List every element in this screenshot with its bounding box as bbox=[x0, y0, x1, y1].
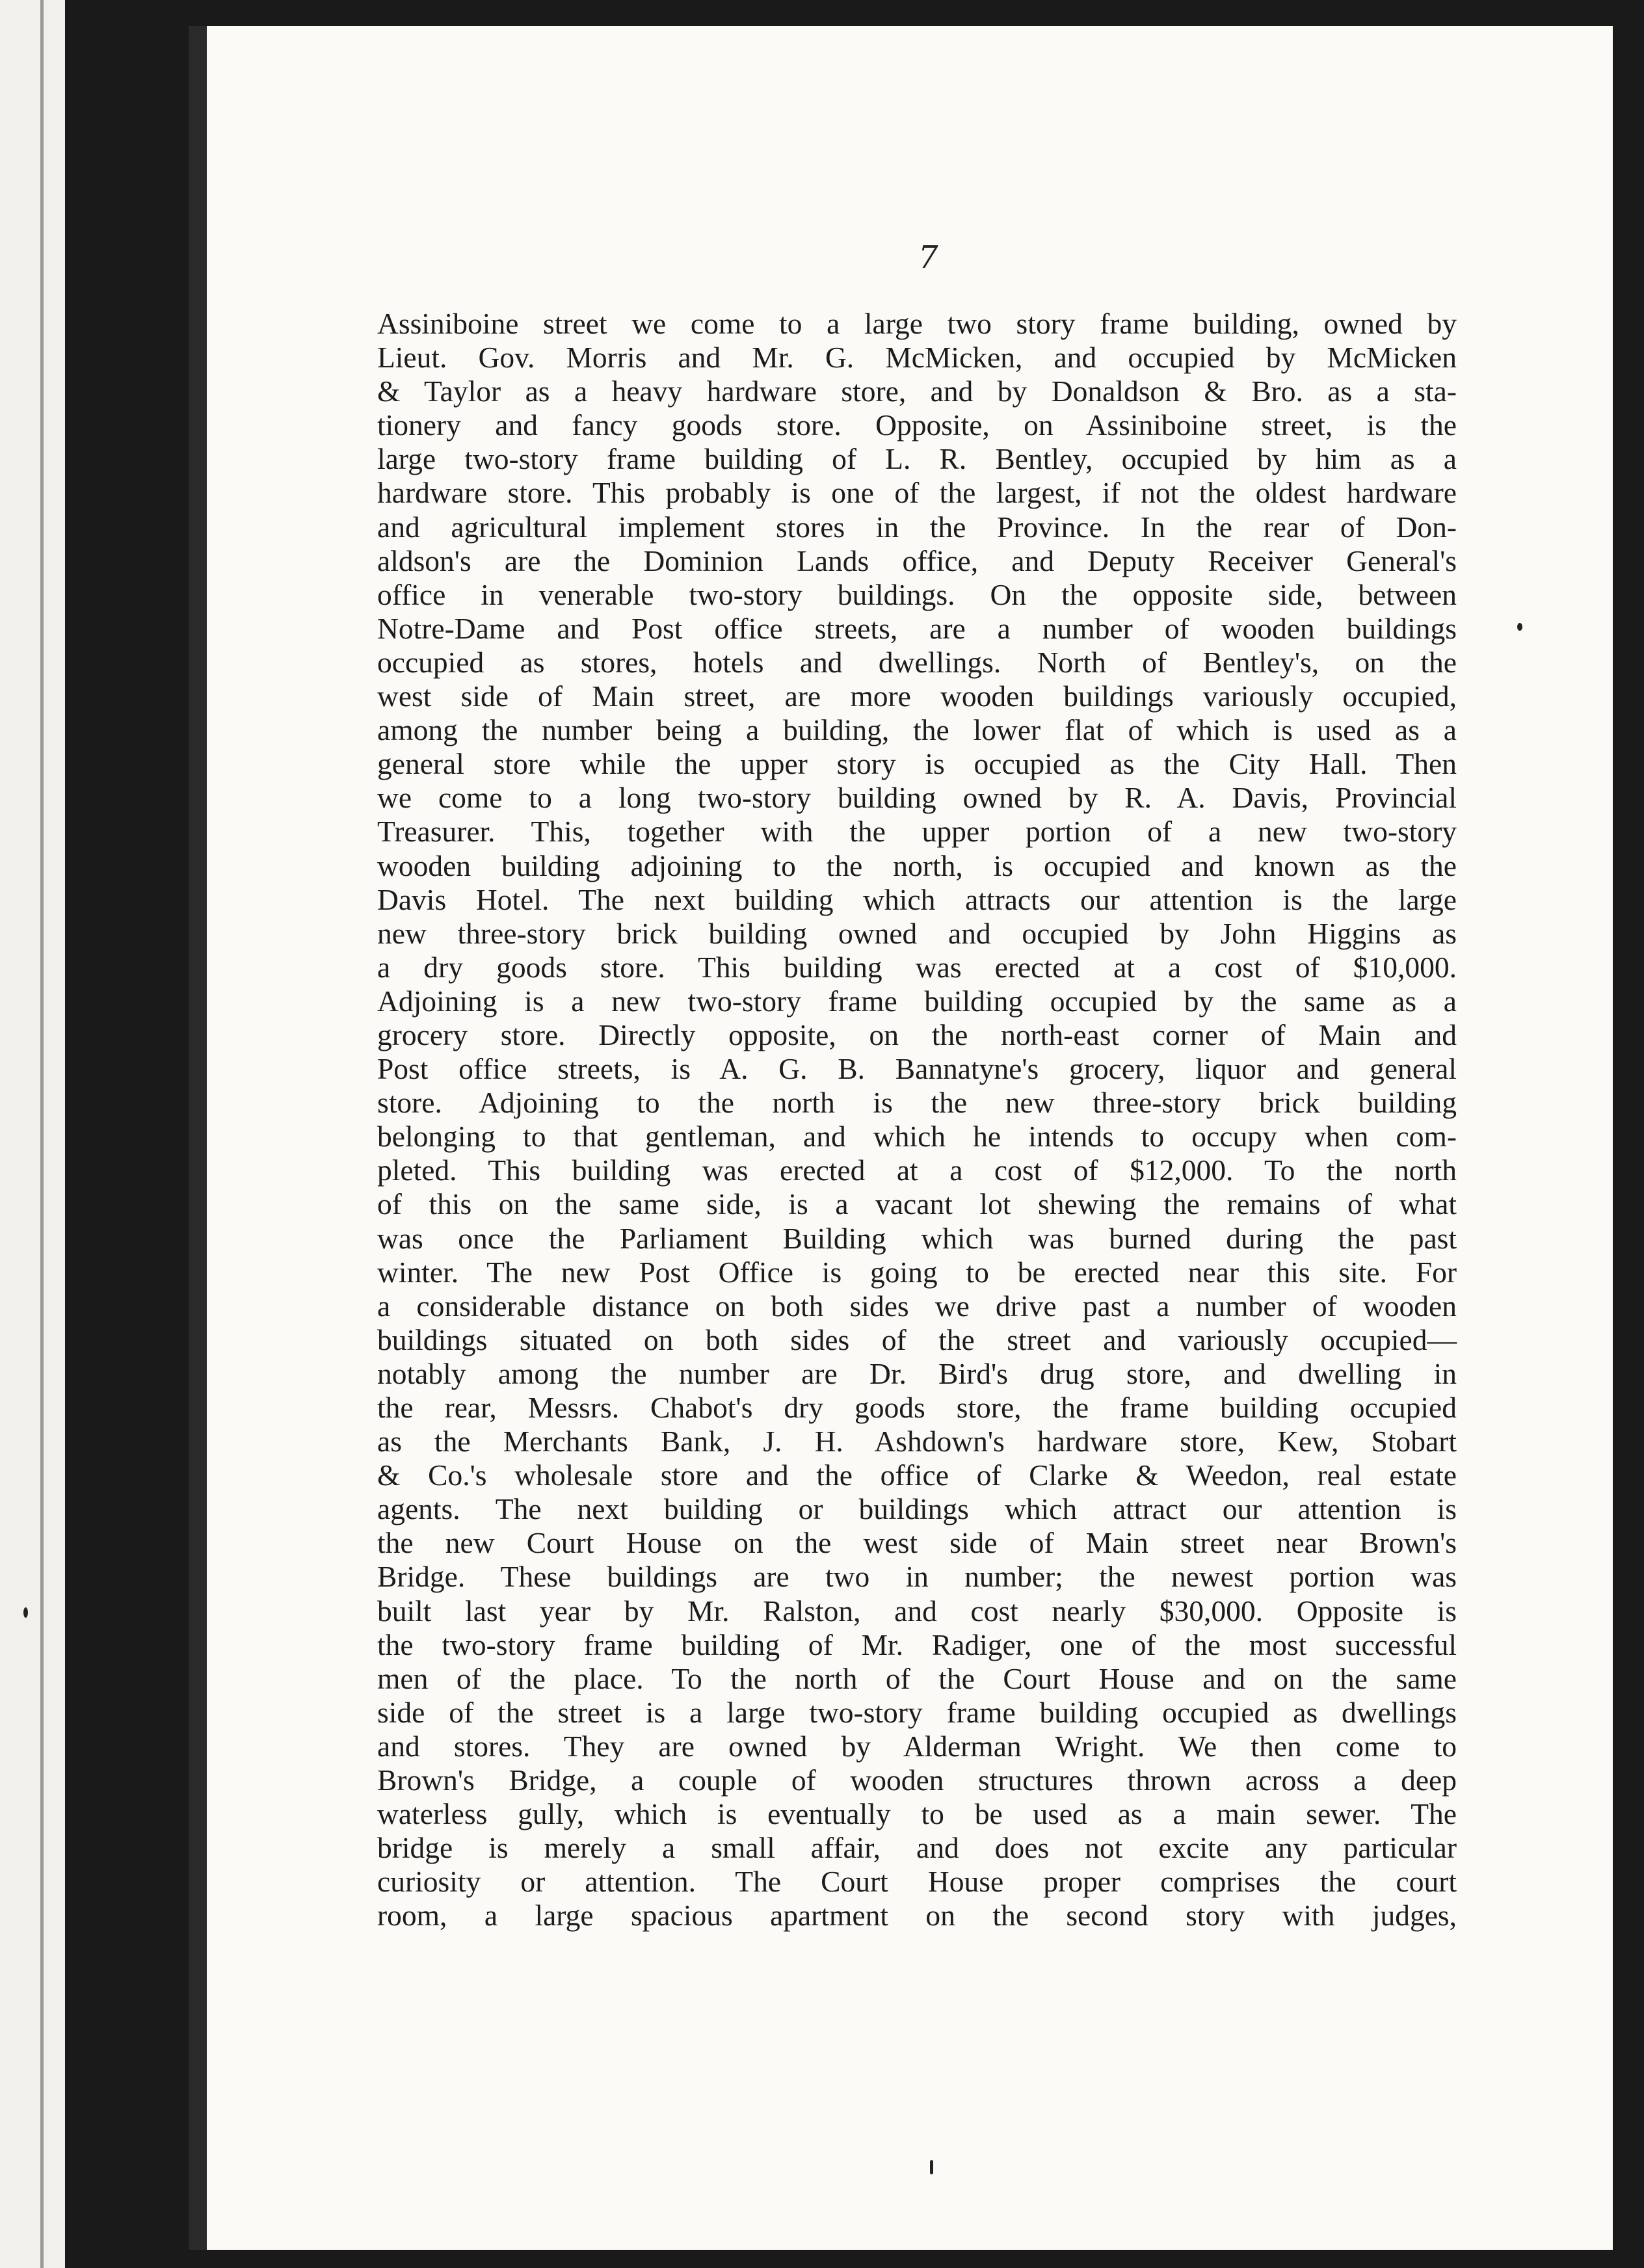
text-line: of this on the same side, is a vacant lot shewing the remains of what bbox=[377, 1187, 1457, 1221]
text-line: and stores. They are owned by Alderman Wright. We then come to bbox=[377, 1729, 1457, 1763]
text-line: we come to a long two-story building owned by R. A. Davis, Provincial bbox=[377, 781, 1457, 815]
text-line: Bridge. These buildings are two in number; the newest portion was bbox=[377, 1560, 1457, 1594]
text-line: Assiniboine street we come to a large two story frame building, owned by bbox=[377, 307, 1457, 340]
text-line: built last year by Mr. Ralston, and cost nearly $30,000. Opposite is bbox=[377, 1594, 1457, 1628]
text-line: Post office streets, is A. G. B. Bannatyne's grocery, liquor and general bbox=[377, 1052, 1457, 1086]
text-line: belonging to that gentleman, and which he intends to occupy when com- bbox=[377, 1120, 1457, 1154]
text-line: Davis Hotel. The next building which attracts our attention is the large bbox=[377, 882, 1457, 916]
ink-speck bbox=[1517, 623, 1522, 631]
text-line: large two-story frame building of L. R. Bentley, occupied by him as a bbox=[377, 442, 1457, 476]
ink-speck bbox=[23, 1607, 28, 1618]
text-line: curiosity or attention. The Court House proper comprises the court bbox=[377, 1865, 1457, 1899]
adjacent-page-edge bbox=[0, 0, 65, 2268]
text-line: store. Adjoining to the north is the new three-story brick building bbox=[377, 1086, 1457, 1120]
body-text bbox=[377, 307, 1457, 1933]
text-line: among the number being a building, the lower flat of which is used as a bbox=[377, 713, 1457, 747]
text-line: Notre-Dame and Post office streets, are a number of wooden buildings bbox=[377, 611, 1457, 645]
text-line: winter. The new Post Office is going to be erected near this site. For bbox=[377, 1255, 1457, 1289]
text-line: was once the Parliament Building which was burned during the past bbox=[377, 1221, 1457, 1255]
text-line: a considerable distance on both sides we drive past a number of wooden bbox=[377, 1289, 1457, 1323]
text-line: west side of Main street, are more wooden buildings variously occupied, bbox=[377, 679, 1457, 713]
text-line: room, a large spacious apartment on the second story with judges, bbox=[377, 1899, 1457, 1932]
text-line: tionery and fancy goods store. Opposite, on Assiniboine street, is the bbox=[377, 408, 1457, 442]
text-line: the two-story frame building of Mr. Radiger, one of the most successful bbox=[377, 1628, 1457, 1661]
text-line: as the Merchants Bank, J. H. Ashdown's hardware store, Kew, Stobart bbox=[377, 1425, 1457, 1458]
text-line: hardware store. This probably is one of the largest, if not the oldest hardware bbox=[377, 476, 1457, 510]
text-line: & Co.'s wholesale store and the office of Clarke & Weedon, real estate bbox=[377, 1458, 1457, 1492]
text-line: Brown's Bridge, a couple of wooden structures thrown across a deep bbox=[377, 1763, 1457, 1797]
ink-speck bbox=[930, 2160, 933, 2174]
text-line: buildings situated on both sides of the street and variously occupied— bbox=[377, 1323, 1457, 1356]
text-line: a dry goods store. This building was erected at a cost of $10,000. bbox=[377, 950, 1457, 984]
text-line: agents. The next building or buildings which attract our attention is bbox=[377, 1492, 1457, 1526]
page-edge-line bbox=[40, 0, 44, 2268]
text-line: Adjoining is a new two-story frame building occupied by the same as a bbox=[377, 984, 1457, 1018]
text-line: the rear, Messrs. Chabot's dry goods store, the frame building occupied bbox=[377, 1391, 1457, 1424]
text-line: & Taylor as a heavy hardware store, and by Donaldson & Bro. as a sta- bbox=[377, 375, 1457, 408]
text-line: wooden building adjoining to the north, is occupied and known as the bbox=[377, 849, 1457, 882]
page-number: 7 bbox=[918, 239, 938, 276]
text-line: grocery store. Directly opposite, on the north-east corner of Main and bbox=[377, 1018, 1457, 1051]
text-line: Lieut. Gov. Morris and Mr. G. McMicken, and occupied by McMicken bbox=[377, 341, 1457, 375]
text-line: pleted. This building was erected at a cost of $12,000. To the north bbox=[377, 1154, 1457, 1187]
text-line: aldson's are the Dominion Lands office, and Deputy Receiver General's bbox=[377, 544, 1457, 577]
text-line: office in venerable two-story buildings. On the opposite side, between bbox=[377, 577, 1457, 611]
book-gutter bbox=[189, 26, 207, 2250]
text-line: side of the street is a large two-story frame building occupied as dwellings bbox=[377, 1695, 1457, 1729]
text-line: Treasurer. This, together with the upper portion of a new two-story bbox=[377, 815, 1457, 849]
text-line: men of the place. To the north of the Court House and on the same bbox=[377, 1661, 1457, 1695]
text-line: and agricultural implement stores in the Province. In the rear of Don- bbox=[377, 510, 1457, 544]
text-line: bridge is merely a small affair, and does not excite any particular bbox=[377, 1831, 1457, 1865]
text-line: the new Court House on the west side of Main street near Brown's bbox=[377, 1526, 1457, 1560]
text-line: occupied as stores, hotels and dwellings. North of Bentley's, on the bbox=[377, 645, 1457, 679]
text-line: notably among the number are Dr. Bird's drug store, and dwelling in bbox=[377, 1356, 1457, 1390]
text-line: new three-story brick building owned and occupied by John Higgins as bbox=[377, 916, 1457, 950]
text-line: waterless gully, which is eventually to be used as a main sewer. The bbox=[377, 1797, 1457, 1831]
text-line: general store while the upper story is occupied as the City Hall. Then bbox=[377, 747, 1457, 781]
